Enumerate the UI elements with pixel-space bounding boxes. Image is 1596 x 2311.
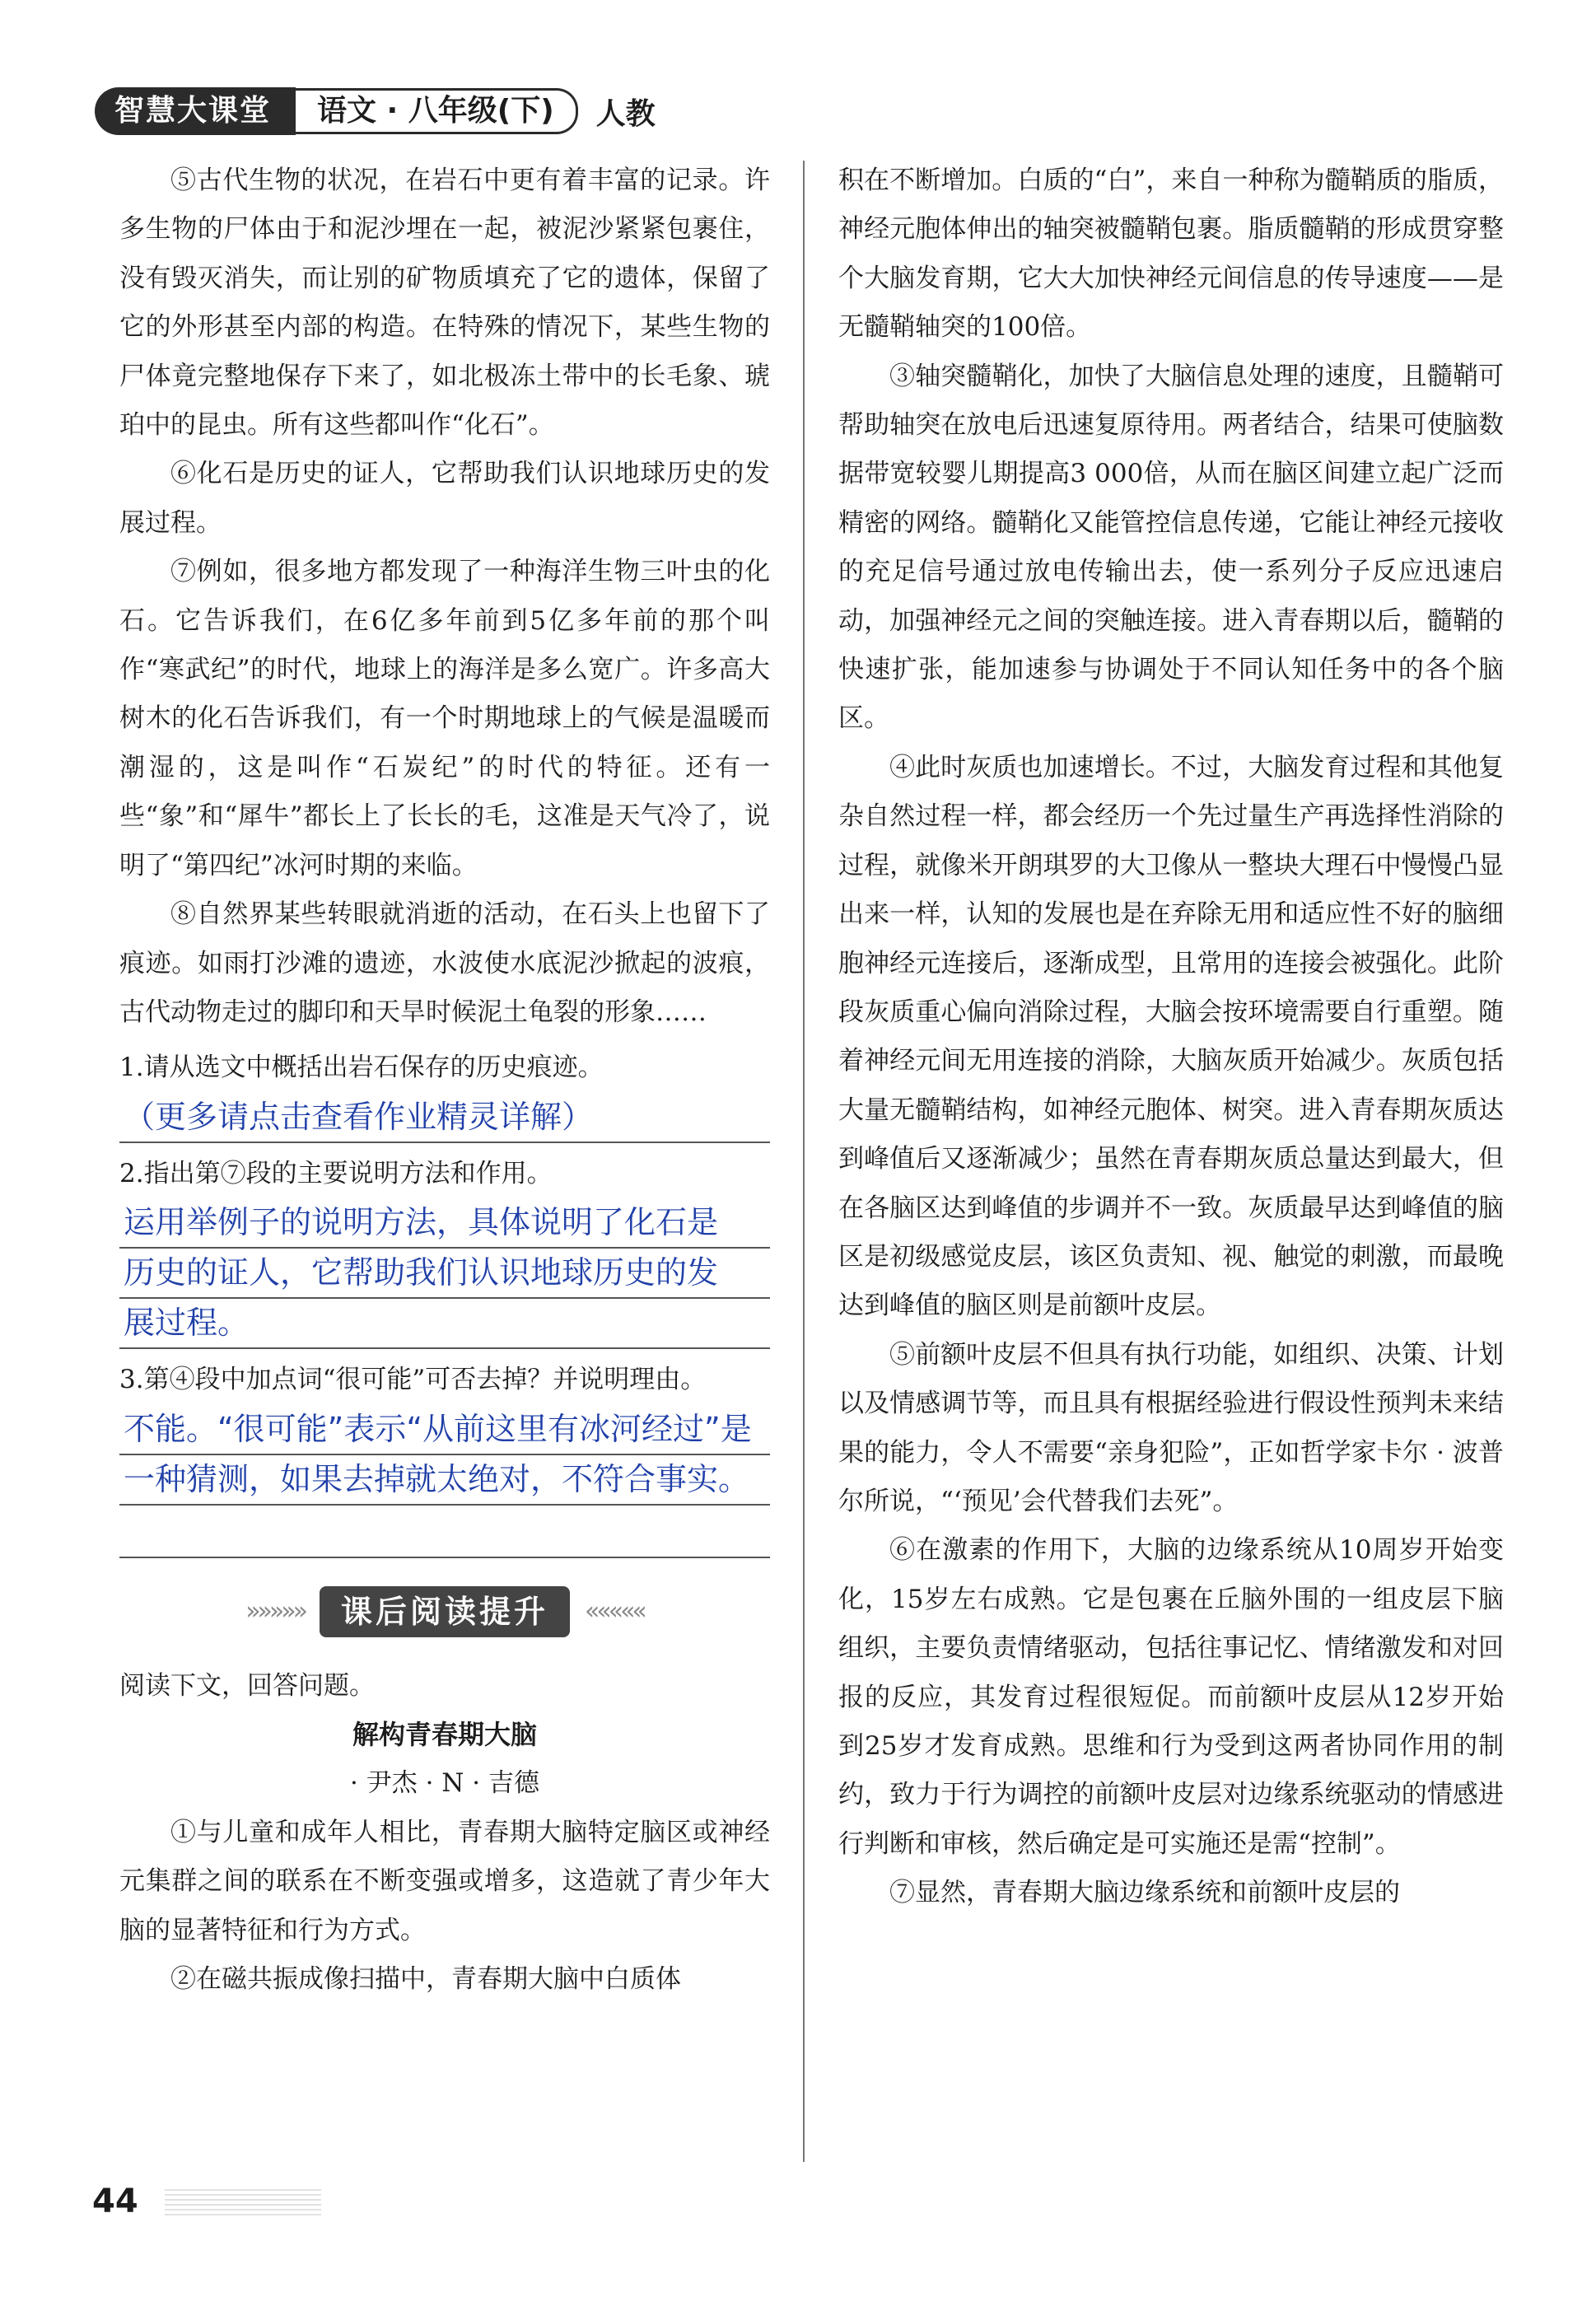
paragraph: ⑧自然界某些转眼就消逝的活动，在石头上也留下了痕迹。如雨打沙滩的遗迹，水波使水底泥沙掀起的波痕，古代动物走过的脚印和天旱时候泥土龟裂的形象……	[119, 899, 770, 1027]
paragraph: ④此时灰质也加速增长。不过，大脑发育过程和其他复杂自然过程一样，都会经历一个先过量生产再选择性消除的过程，就像米开朗琪罗的大卫像从一整块大理石中慢慢凸显出来一样，认知的发展也是在弃除无用和适应性不好的脑细胞神经元连接后，逐渐成型，且常用的连接会被强化。此阶段灰质重心偏向消除过程，大脑会按环境需要自行重塑。随着神经元间无用连接的消除，大脑灰质开始减少。灰质包括大量无髓鞘结构，如神经元胞体、树突。进入青春期灰质达到峰值后又逐渐减少；虽然在青春期灰质总量达到最大，但在各脑区达到峰值的步调并不一致。灰质最早达到峰值的脑区是初级感觉皮层，该区负责知、视、触觉的刺激，而最晚达到峰值的脑区则是前额叶皮层。	[838, 752, 1504, 1321]
question-text: 2.指出第⑦段的主要说明方法和作用。	[119, 1158, 553, 1188]
paragraph: ①与儿童和成年人相比，青春期大脑特定脑区或神经元集群之间的联系在不断变强或增多，这造就了青少年大脑的显著特征和行为方式。	[119, 1817, 770, 1945]
answer-line: 运用举例子的说明方法，具体说明了化石是	[119, 1198, 770, 1249]
answer-line: 一种猜测，如果去掉就太绝对，不符合事实。	[119, 1455, 770, 1506]
reading-intro: 阅读下文，回答问题。	[119, 1670, 375, 1701]
subject-label: 语文 · 八年级(下)	[296, 88, 578, 134]
answer-line: 历史的证人，它帮助我们认识地球历史的发	[119, 1249, 770, 1299]
question-2	[119, 1150, 770, 1349]
edition-label: 人教	[595, 96, 656, 131]
question-text: 3.第④段中加点词“很可能”可否去掉？并说明理由。	[119, 1365, 707, 1395]
answer-line: 不能。“很可能”表示“从前这里有冰河经过”是	[119, 1405, 770, 1455]
section-banner	[119, 1586, 770, 1637]
paragraph: ⑥化石是历史的证人，它帮助我们认识地球历史的发展过程。	[119, 459, 770, 538]
question-3	[119, 1356, 770, 1557]
paragraph: ⑤古代生物的状况，在岩石中更有着丰富的记录。许多生物的尸体由于和泥沙埋在一起，被泥沙紧紧包裹住，没有毁灭消失，而让别的矿物质填充了它的遗体，保留了它的外形甚至内部的构造。在特殊的情况下，某些生物的尸体竟完整地保存下来了，如北极冻土带中的长毛象、琥珀中的昆虫。所有这些都叫作“化石”。	[119, 166, 770, 441]
section-title: 课后阅读提升	[320, 1586, 570, 1637]
answer-line: （更多请点击查看作业精灵详解）	[119, 1093, 770, 1143]
paragraph: ⑤前额叶皮层不但具有执行功能，如组织、决策、计划以及情感调节等，而且具有根据经验进行假设性预判未来结果的能力，令人不需要“亲身犯险”，正如哲学家卡尔 · 波普尔所说，“‘预见’会代替我们去死”。	[838, 1339, 1504, 1516]
paragraph: ⑦显然，青春期大脑边缘系统和前额叶皮层的	[889, 1878, 1400, 1908]
chevron-right-icon: »»»»»	[245, 1596, 305, 1626]
brand-label: 智慧大课堂	[95, 87, 296, 135]
column-divider	[803, 161, 805, 2162]
paragraph: ③轴突髓鞘化，加快了大脑信息处理的速度，且髓鞘可帮助轴突在放电后迅速复原待用。两者结合，结果可使脑数据带宽较婴儿期提高3 000倍，从而在脑区间建立起广泛而精密的网络。髓鞘化又能管控信息传递，它能让神经元接收的充足信号通过放电传输出去，使一系列分子反应迅速启动，加强神经元之间的突触连接。进入青春期以后，髓鞘的快速扩张，能加速参与协调处于不同认知任务中的各个脑区。	[838, 361, 1504, 734]
question-text: 1.请从选文中概括出岩石保存的历史痕迹。	[119, 1053, 604, 1083]
left-column	[119, 156, 770, 2004]
article-author: · 尹杰 · N · 吉德	[350, 1768, 539, 1799]
paragraph: 积在不断增加。白质的“白”，来自一种称为髓鞘质的脂质，神经元胞体伸出的轴突被髓鞘包裹。脂质髓鞘的形成贯穿整个大脑发育期，它大大加快神经元间信息的传导速度——是无髓鞘轴突的100倍。	[838, 166, 1504, 343]
page-number-decoration	[165, 2189, 321, 2219]
right-column	[838, 156, 1504, 1918]
paragraph: ⑥在激素的作用下，大脑的边缘系统从10周岁开始变化，15岁左右成熟。它是包裹在丘脑外围的一组皮层下脑组织，主要负责情绪驱动，包括往事记忆、情绪激发和对回报的反应，其发育过程很短促。而前额叶皮层从12岁开始到25岁才发育成熟。思维和行为受到这两者协同作用的制约，致力于行为调控的前额叶皮层对边缘系统驱动的情感进行判断和审核，然后确定是可实施还是需“控制”。	[838, 1535, 1504, 1859]
question-1	[119, 1043, 770, 1142]
paragraph: ⑦例如，很多地方都发现了一种海洋生物三叶虫的化石。它告诉我们，在6亿多年前到5亿多年前的那个叫作“寒武纪”的时代，地球上的海洋是多么宽广。许多高大树木的化石告诉我们，有一个时期地球上的气候是温暖而潮湿的，这是叫作“石炭纪”的时代的特征。还有一些“象”和“犀牛”都长上了长长的毛，这准是天气冷了，说明了“第四纪”冰河时期的来临。	[119, 557, 770, 880]
page-number: 44	[92, 2183, 138, 2220]
chevron-left-icon: «««««	[585, 1596, 644, 1626]
page-header	[95, 87, 656, 135]
paragraph: ②在磁共振成像扫描中，青春期大脑中白质体	[170, 1963, 681, 1994]
blank-answer-line	[119, 1506, 770, 1558]
answer-line: 展过程。	[119, 1299, 770, 1349]
article-title: 解构青春期大脑	[352, 1718, 537, 1750]
